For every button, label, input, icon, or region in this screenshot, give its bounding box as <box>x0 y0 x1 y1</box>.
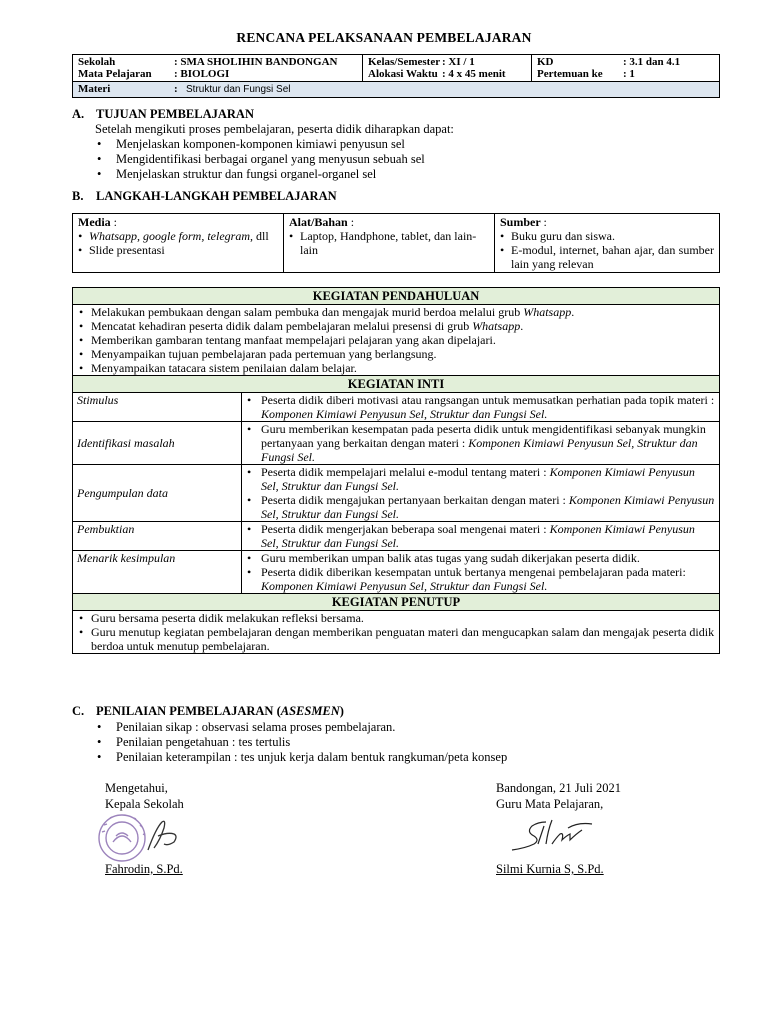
alat-colon: : <box>350 215 355 229</box>
list-item: • Penilaian pengetahuan : tes tertulis <box>95 735 507 750</box>
sekolah-label: Sekolah <box>78 56 116 68</box>
list-item <box>242 565 715 593</box>
inti-list <box>242 551 715 593</box>
inti-list <box>242 522 715 550</box>
media-colon: : <box>113 215 118 229</box>
alokasi-label: Alokasi Waktu <box>368 68 438 80</box>
item-end: . <box>571 305 575 319</box>
table-row <box>73 422 720 465</box>
list-item <box>77 347 715 361</box>
inti-label: Menarik kesimpulan <box>73 551 242 594</box>
item-text: Melakukan pembukaan dengan salam pembuka dan mengajak murid berdoa melalui grub <box>91 305 524 319</box>
kd-label: KD <box>537 56 554 68</box>
table-row <box>73 522 720 551</box>
inti-list <box>242 465 715 521</box>
inti-label: Identifikasi masalah <box>73 422 242 465</box>
section-c-title: PENILAIAN PEMBELAJARAN ( <box>96 704 281 718</box>
pendahuluan-list <box>77 305 715 375</box>
section-c-title-end: ) <box>339 704 344 718</box>
sig-right-name: Silmi Kurnia S, S.Pd. <box>496 862 604 876</box>
section-a-heading <box>72 107 254 122</box>
item-text: Guru memberikan umpan balik atas tugas yang sudah dikerjakan peserta didik. <box>261 551 640 565</box>
media-table <box>72 213 720 273</box>
sig-right-line2: Guru Mata Pelajaran, <box>496 797 604 811</box>
inti-content <box>242 422 720 465</box>
section-b-title: LANGKAH-LANGKAH PEMBELAJARAN <box>96 189 337 203</box>
sig-left-name: Fahrodin, S.Pd. <box>105 862 183 876</box>
inti-content <box>242 465 720 522</box>
pendahuluan-heading: KEGIATAN PENDAHULUAN <box>73 288 720 305</box>
item-text: Peserta didik diberikan kesempatan untuk bertanya mengenai pembelajaran pada materi: <box>261 565 686 579</box>
pertemuan-label: Pertemuan ke <box>537 68 603 80</box>
item-text: Peserta didik mengajukan pertanyaan berkaitan dengan materi : <box>261 493 569 507</box>
list-item <box>78 229 278 243</box>
inti-label: Stimulus <box>73 393 242 422</box>
mapel-label: Mata Pelajaran <box>78 68 152 80</box>
item-italic: Komponen Kimiawi Penyusun Sel, Struktur dan Fungsi Sel. <box>261 522 695 550</box>
item-text: Menyampaikan tatacara sistem penilaian dalam belajar. <box>91 361 357 375</box>
sig-left-line2: Kepala Sekolah <box>105 797 184 811</box>
item-text: Guru memberikan kesempatan pada peserta didik untuk mengidentifikasi sebanyak mungkin pertanyaan yang berkaitan dengan materi : <box>261 422 706 450</box>
sumber-colon: : <box>543 215 547 229</box>
section-b-letter: B. <box>72 189 84 203</box>
sig-left-line1: Mengetahui, <box>105 781 168 795</box>
section-c-heading <box>72 704 344 719</box>
penutup-heading: KEGIATAN PENUTUP <box>73 594 720 611</box>
teacher-signature-icon <box>508 814 608 856</box>
page-title: RENCANA PELAKSANAAN PEMBELAJARAN <box>236 30 532 45</box>
inti-heading: KEGIATAN INTI <box>73 376 720 393</box>
item-text: Peserta didik diberi motivasi atau rangsangan untuk memusatkan perhatian pada topik materi : <box>261 393 715 407</box>
list-item: • E-modul, internet, bahan ajar, dan sumber lain yang relevan <box>500 243 714 271</box>
inti-content <box>242 551 720 594</box>
list-item: • Guru menutup kegiatan pembelajaran dengan memberikan penguatan materi dan mengucapkan salam dan mengajak peserta didik berdoa untuk menutup pembelajaran. <box>77 625 715 653</box>
list-item: • Buku guru dan siswa. <box>500 229 714 243</box>
item-italic: Whatsapp <box>523 305 572 319</box>
kd-value: : 3.1 dan 4.1 <box>623 56 681 68</box>
item-text: Memberikan gambaran tentang manfaat mempelajari pelajaran yang akan dipelajari. <box>91 333 496 347</box>
table-row <box>73 551 720 594</box>
list-item <box>77 319 715 333</box>
header-cell-kd <box>532 55 720 82</box>
list-item <box>77 361 715 375</box>
inti-list <box>242 393 715 421</box>
list-item <box>242 393 715 421</box>
pendahuluan-cell <box>73 305 720 376</box>
section-a-intro: Setelah mengikuti proses pembelajaran, peserta didik diharapkan dapat: <box>95 122 454 136</box>
inti-content <box>242 522 720 551</box>
pertemuan-value: : 1 <box>623 68 635 80</box>
table-row <box>73 393 720 422</box>
item-text: Peserta didik mengerjakan beberapa soal mengenai materi : <box>261 522 550 536</box>
item-italic: Komponen Kimiawi Penyusun Sel, Struktur dan Fungsi Sel. <box>261 493 715 521</box>
sumber-head: Sumber <box>500 215 541 229</box>
inti-label: Pembuktian <box>73 522 242 551</box>
section-c-letter: C. <box>72 704 85 718</box>
list-item: • Menjelaskan struktur dan fungsi organel-organel sel <box>95 167 425 182</box>
materi-sep: : <box>174 83 178 95</box>
list-item: • Menjelaskan komponen-komponen kimiawi penyusun sel <box>95 137 425 152</box>
alat-cell <box>284 214 495 273</box>
activity-table <box>72 287 720 654</box>
inti-content <box>242 393 720 422</box>
list-item <box>242 551 715 565</box>
section-a-letter: A. <box>72 107 85 121</box>
alokasi-value: : 4 x 45 menit <box>442 68 506 80</box>
materi-label: Materi <box>78 83 111 95</box>
list-item <box>242 422 715 464</box>
item-italic: Komponen Kimiawi Penyusun Sel, Struktur dan Fungsi Sel. <box>261 436 698 464</box>
media-cell <box>73 214 284 273</box>
list-item: • Guru bersama peserta didik melakukan refleksi bersama. <box>77 611 715 625</box>
signature-right <box>496 780 621 812</box>
sumber-cell <box>495 214 720 273</box>
list-item <box>242 465 715 493</box>
header-cell-school <box>73 55 363 82</box>
list-item <box>242 493 715 521</box>
materi-value: Struktur dan Fungsi Sel <box>186 84 291 95</box>
item-italic: Komponen Kimiawi Penyusun Sel, Struktur dan Fungsi Sel. <box>261 465 695 493</box>
media-item-text: Whatsapp, google form, telegram, <box>89 229 253 243</box>
kelas-value: : XI / 1 <box>442 56 475 68</box>
section-c-title-italic: ASESMEN <box>280 704 340 718</box>
item-italic: Whatsapp <box>472 319 521 333</box>
inti-label: Pengumpulan data <box>73 465 242 522</box>
item-end: . <box>520 319 524 333</box>
list-item: • Laptop, Handphone, tablet, dan lain-lain <box>289 229 489 257</box>
sig-right-line1: Bandongan, 21 Juli 2021 <box>496 781 621 795</box>
penutup-cell <box>73 611 720 654</box>
alat-head: Alat/Bahan <box>289 215 348 229</box>
list-item <box>77 305 715 319</box>
item-text: Mencatat kehadiran peserta didik dalam pembelajaran melalui presensi di grub <box>91 319 473 333</box>
table-row <box>73 465 720 522</box>
list-item: • Penilaian keterampilan : tes unjuk kerja dalam bentuk rangkuman/peta konsep <box>95 750 507 765</box>
sekolah-value: : SMA SHOLIHIN BANDONGAN <box>174 56 338 68</box>
section-a-title: TUJUAN PEMBELAJARAN <box>96 107 254 121</box>
list-item <box>242 522 715 550</box>
tujuan-list <box>95 137 425 182</box>
materi-row <box>73 82 720 98</box>
mapel-value: : BIOLOGI <box>174 68 230 80</box>
list-item: • Penilaian sikap : observasi selama proses pembelajaran. <box>95 720 507 735</box>
school-stamp-icon <box>96 812 196 864</box>
inti-list <box>242 422 715 464</box>
penilaian-list <box>95 720 507 765</box>
signature-left <box>105 780 184 812</box>
kelas-label: Kelas/Semester <box>368 56 441 68</box>
item-italic: Komponen Kimiawi Penyusun Sel, Struktur dan Fungsi Sel. <box>261 579 548 593</box>
section-b-heading <box>72 189 337 204</box>
header-cell-class <box>363 55 532 82</box>
item-text: Peserta didik mempelajari melalui e-modul tentang materi : <box>261 465 550 479</box>
list-item <box>77 333 715 347</box>
item-italic: Komponen Kimiawi Penyusun Sel, Struktur dan Fungsi Sel. <box>261 407 548 421</box>
list-item: • Mengidentifikasi berbagai organel yang menyusun sebuah sel <box>95 152 425 167</box>
item-text: Menyampaikan tujuan pembelajaran pada pertemuan yang berlangsung. <box>91 347 437 361</box>
header-info-table <box>72 54 720 98</box>
media-item-dll: dll <box>256 229 269 243</box>
list-item: • Slide presentasi <box>78 243 278 257</box>
media-head: Media <box>78 215 111 229</box>
